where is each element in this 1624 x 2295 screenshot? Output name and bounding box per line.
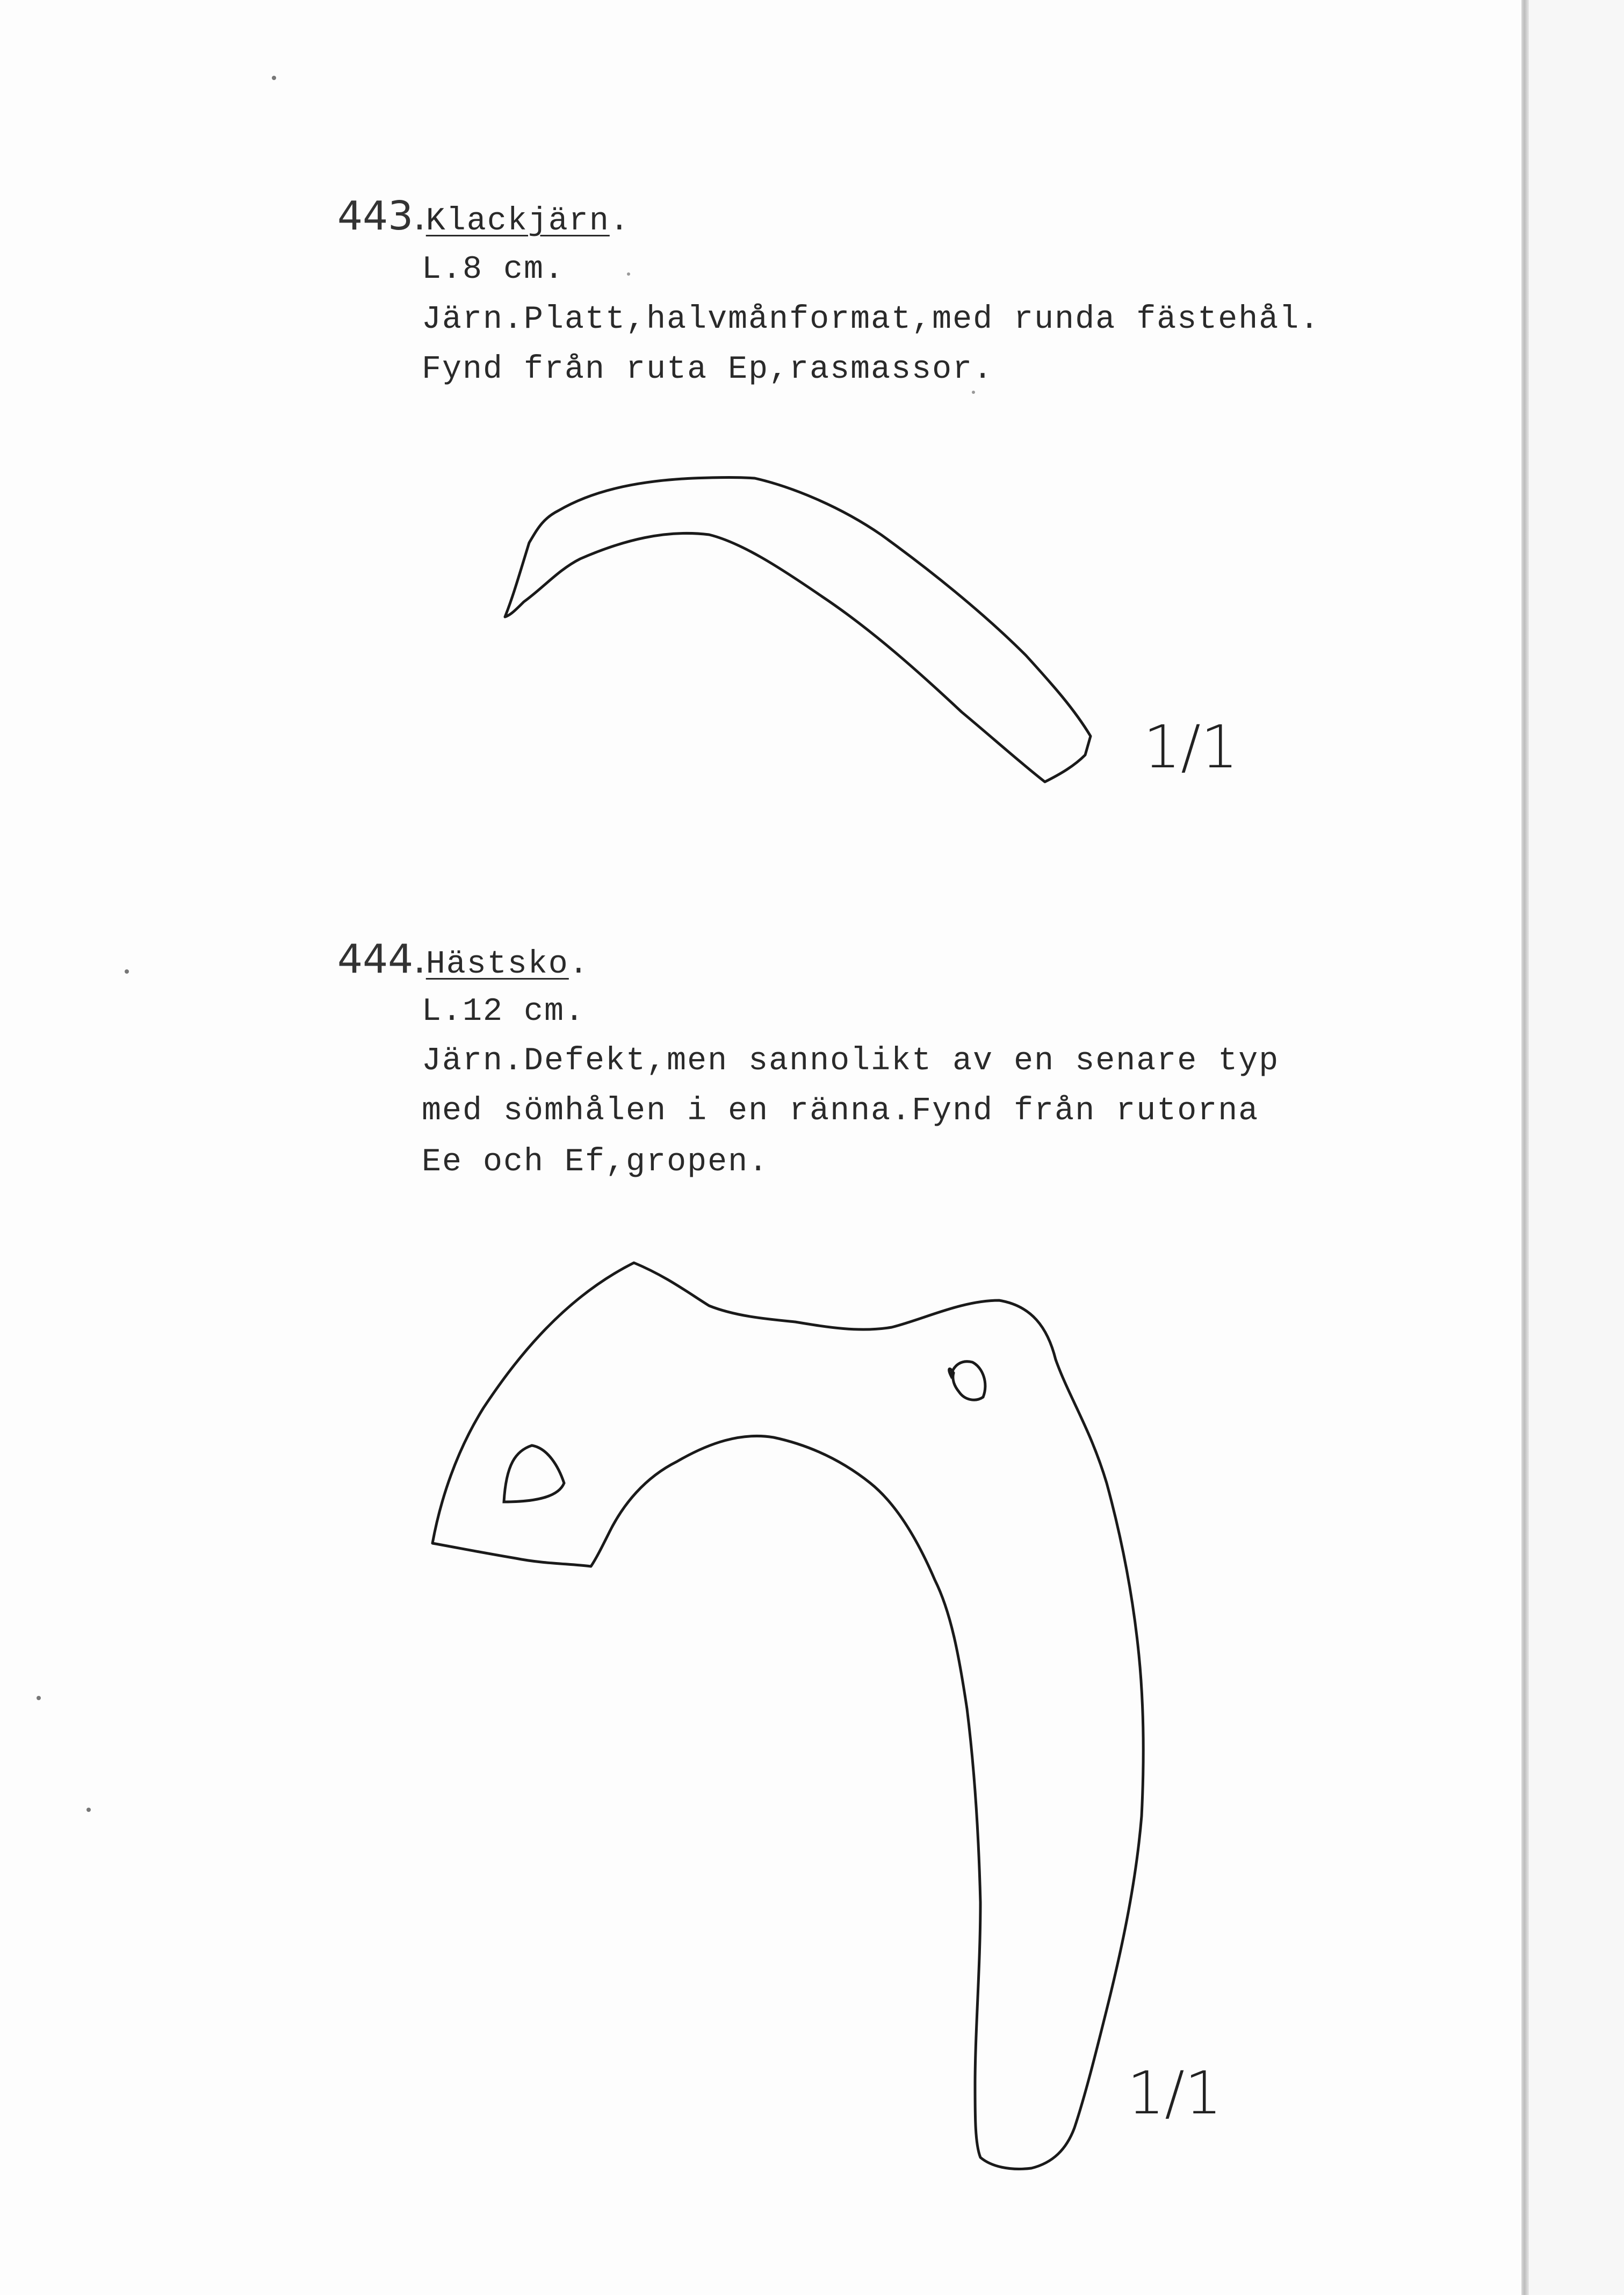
entry-444-description-line-1: Järn.Defekt,men sannolikt av en senare typ bbox=[422, 1043, 1280, 1080]
entry-number: 444. bbox=[337, 936, 426, 982]
klackjarn-drawing bbox=[505, 478, 1091, 782]
entry-title-suffix: . bbox=[568, 946, 589, 983]
scan-speck bbox=[272, 76, 276, 80]
scan-speck bbox=[125, 969, 129, 974]
entry-443-length: L.8 cm. bbox=[422, 251, 565, 288]
scale-label-444: 1/1 bbox=[1127, 2059, 1223, 2127]
entry-number: 443. bbox=[337, 193, 426, 239]
scan-speck bbox=[37, 1696, 41, 1700]
entry-title-suffix: . bbox=[609, 203, 630, 240]
scale-label-443: 1/1 bbox=[1143, 713, 1239, 781]
hastsko-drawing bbox=[432, 1263, 1143, 2169]
entry-title: Klackjärn bbox=[425, 203, 610, 240]
nail-hole-right bbox=[949, 1362, 985, 1400]
scan-speck bbox=[627, 272, 630, 276]
entry-444-length: L.12 cm. bbox=[422, 994, 586, 1030]
scan-speck bbox=[86, 1808, 91, 1812]
entry-444-description-line-2: med sömhålen i en ränna.Fynd från rutorna bbox=[422, 1093, 1259, 1129]
entry-443-description-line-2: Fynd från ruta Ep,rasmassor. bbox=[422, 351, 994, 388]
entry-title: Hästsko bbox=[425, 946, 569, 983]
nail-hole-left bbox=[504, 1445, 564, 1502]
entry-444-description-line-3: Ee och Ef,gropen. bbox=[422, 1144, 769, 1181]
scan-speck bbox=[972, 391, 975, 394]
entry-443-description-line-1: Järn.Platt,halvmånformat,med runda fästehål. bbox=[422, 301, 1320, 338]
binding-edge bbox=[1521, 0, 1529, 2295]
page-margin-right bbox=[1529, 0, 1624, 2295]
